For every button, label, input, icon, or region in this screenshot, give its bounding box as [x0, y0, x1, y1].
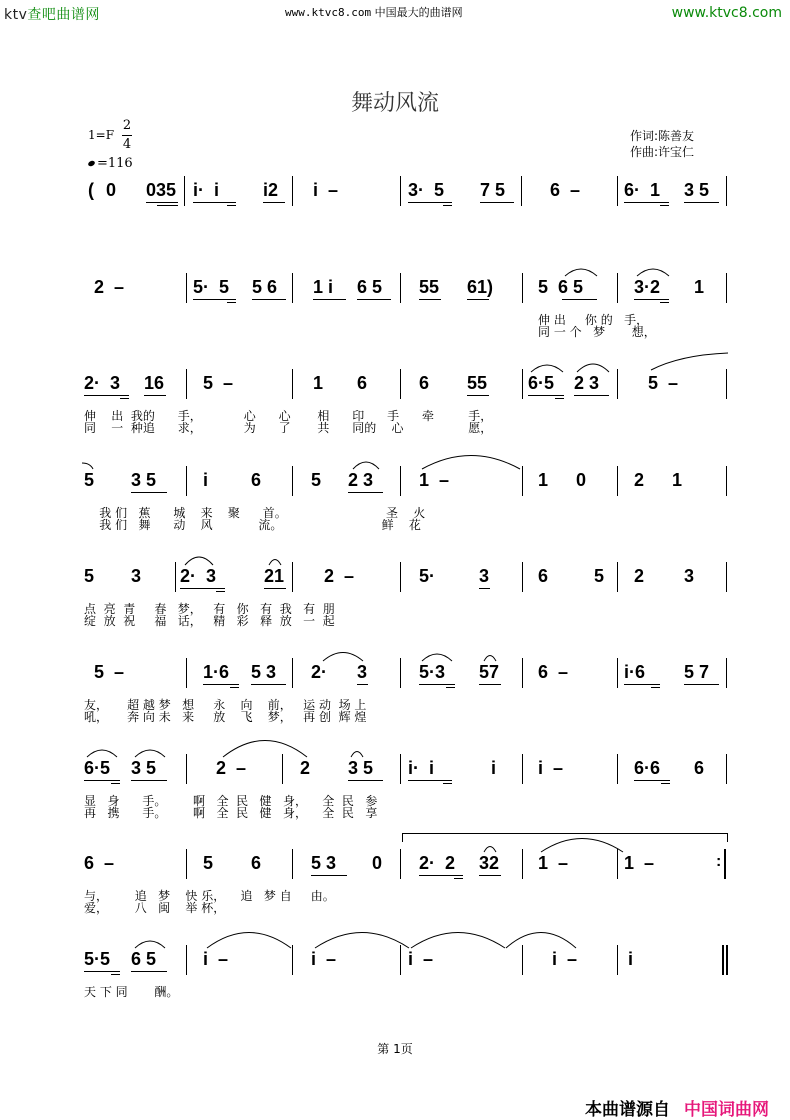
barline	[726, 658, 727, 688]
beam	[131, 492, 167, 493]
note-group: 1	[694, 277, 705, 297]
barline	[726, 466, 727, 496]
note-group: 5 6 5	[538, 277, 584, 297]
score-row-5	[0, 566, 790, 656]
barline	[522, 658, 523, 688]
slur	[134, 937, 166, 949]
slur	[483, 652, 497, 662]
barline	[617, 562, 618, 592]
beam	[313, 299, 346, 300]
final-barline	[722, 945, 724, 975]
composer: 作曲:许宝仁	[630, 145, 695, 159]
barline	[292, 369, 293, 399]
slur	[530, 361, 564, 373]
note-group: (	[88, 180, 94, 200]
brand-ascii: ktv	[4, 7, 28, 23]
beam	[684, 202, 719, 203]
note-group: 5· 5	[193, 277, 230, 297]
beam	[251, 684, 286, 685]
beam	[419, 875, 463, 876]
note-group: 6	[251, 853, 262, 873]
note-group: 57	[479, 662, 500, 682]
barline	[726, 369, 727, 399]
beam	[230, 687, 239, 688]
note-group: 6 –	[84, 853, 115, 873]
slur	[134, 746, 166, 758]
barline	[522, 754, 523, 784]
score-row-4	[0, 470, 790, 560]
barline	[400, 273, 401, 303]
barline	[522, 562, 523, 592]
note-group: 5	[84, 470, 95, 490]
note-group: 6	[251, 470, 262, 490]
beam	[624, 684, 660, 685]
beam	[419, 299, 441, 300]
beam	[193, 202, 236, 203]
page-number: 第 1页	[377, 1042, 413, 1056]
barline	[186, 466, 187, 496]
score-row-6	[0, 662, 790, 752]
tempo-value: =116	[97, 156, 133, 171]
slur-tie	[206, 931, 292, 949]
score-row-9	[0, 949, 790, 1039]
lyrics-verse-2: 绽 放 祝 福 话， 精 彩 释 放 一 起	[84, 614, 335, 628]
score-row-1	[0, 180, 790, 270]
barline	[292, 945, 293, 975]
beam	[479, 875, 501, 876]
barline	[726, 562, 727, 592]
barline	[292, 273, 293, 303]
beam	[348, 492, 383, 493]
note-group: 6·5	[528, 373, 555, 393]
beam	[264, 588, 286, 589]
beam	[467, 395, 489, 396]
final-barline	[726, 945, 728, 975]
note-group: 2 3	[348, 470, 374, 490]
site-slogan	[285, 4, 463, 20]
lyrics-verse-1: 友， 超 越 梦 想 永 向 前， 运 动 场 上	[84, 698, 367, 712]
note-group: 6	[694, 758, 705, 778]
slur-tie	[421, 454, 521, 470]
note-group: 3 5	[684, 180, 710, 200]
barline	[186, 945, 187, 975]
note-group: 2	[634, 566, 645, 586]
note-group: 6· 1	[624, 180, 661, 200]
note-group: 16	[144, 373, 165, 393]
barline	[400, 658, 401, 688]
beam	[661, 783, 670, 784]
note-group: 1 –	[419, 470, 450, 490]
note-group: 7 5	[480, 180, 506, 200]
slur	[421, 650, 453, 662]
lyrics-verse-2: 同 一 种追 求， 为 了 共 同的 心 愿，	[84, 421, 493, 435]
note-group: 5	[311, 470, 322, 490]
note-group: i· i	[408, 758, 434, 778]
source-credit	[585, 1095, 769, 1120]
lyrics-verse-1: 天 下 同 酬。	[84, 985, 179, 999]
note-group: 5	[84, 566, 95, 586]
barline	[617, 754, 618, 784]
barline	[292, 658, 293, 688]
barline	[617, 658, 618, 688]
note-group: 3	[684, 566, 695, 586]
note-group: 035	[146, 180, 177, 200]
slur	[322, 648, 364, 662]
barline	[400, 369, 401, 399]
beam	[479, 684, 501, 685]
beam	[443, 205, 452, 206]
barline	[522, 466, 523, 496]
slur	[352, 458, 380, 470]
note-group: 3 5	[131, 758, 157, 778]
slur	[564, 265, 598, 277]
slur-tie	[314, 931, 410, 949]
site-brand-left[interactable]	[4, 4, 100, 24]
note-group: i –	[538, 758, 564, 778]
note-group: i·6	[624, 662, 646, 682]
note-group: 55	[419, 277, 440, 297]
time-sig-top: 2	[122, 118, 132, 133]
note-group: 21	[264, 566, 285, 586]
note-group: 3 5	[348, 758, 374, 778]
lyrics-verse-1: 伸 出 你 的 手，	[538, 313, 649, 327]
note-group: 2· 2	[419, 853, 456, 873]
lyrics-verse-1: 与， 追 梦 快 乐， 追 梦 自 由。	[84, 889, 335, 903]
slur	[268, 556, 282, 566]
note-group: 32	[479, 853, 500, 873]
beam	[528, 395, 564, 396]
beam	[144, 395, 166, 396]
beam	[624, 202, 669, 203]
barline	[726, 176, 727, 206]
note-group: i –	[311, 949, 337, 969]
barline	[186, 849, 187, 879]
note-group: 1 –	[624, 853, 655, 873]
beam	[131, 971, 167, 972]
note-group: 3	[357, 662, 368, 682]
beam	[227, 205, 236, 206]
barline	[186, 658, 187, 688]
barline	[521, 176, 522, 206]
note-group: 6 –	[538, 662, 569, 682]
lyrics-verse-2: 我 们 舞 动 风 流。 鲜 花	[84, 518, 421, 532]
song-title: 舞动风流	[350, 91, 439, 116]
slur-tie-end	[82, 462, 94, 470]
note-group: 0	[372, 853, 383, 873]
barline	[522, 945, 523, 975]
note-group: 2 3	[574, 373, 600, 393]
beam	[193, 299, 236, 300]
barline	[400, 945, 401, 975]
barline	[522, 369, 523, 399]
note-group: 2· 3	[180, 566, 217, 586]
note-group: 2	[634, 470, 645, 490]
barline	[400, 562, 401, 592]
note-group: 0	[106, 180, 117, 200]
barline	[522, 849, 523, 879]
barline	[292, 176, 293, 206]
beam	[555, 398, 564, 399]
barline	[186, 273, 187, 303]
beam	[684, 684, 719, 685]
beam	[84, 971, 120, 972]
barline	[617, 273, 618, 303]
source-site[interactable]: 中国词曲网	[684, 1100, 769, 1120]
note-group: 5·5	[84, 949, 111, 969]
beam	[480, 202, 514, 203]
note-group: i –	[408, 949, 434, 969]
note-group: 5 –	[94, 662, 125, 682]
barline	[186, 369, 187, 399]
source-label: 本曲谱源自	[585, 1100, 670, 1120]
beam	[634, 299, 669, 300]
note-group: 5 –	[203, 373, 234, 393]
score-row-3	[0, 373, 790, 463]
barline	[400, 849, 401, 879]
lyrics-verse-1: 我 们 蕉 城 来 聚 首。 圣 火	[84, 506, 426, 520]
beam	[357, 684, 368, 685]
lyrics-verse-2: 爱， 八 闽 举 杯，	[84, 901, 226, 915]
barline	[400, 176, 401, 206]
beam	[311, 875, 347, 876]
lyrics-verse-1: 显 身 手。 啊 全 民 健 身， 全 民 参	[84, 794, 378, 808]
beam	[157, 205, 178, 206]
note-group: 5·	[419, 566, 436, 586]
beam	[419, 684, 455, 685]
beam	[203, 684, 239, 685]
note-group: 55	[467, 373, 488, 393]
note-group: 1 i	[313, 277, 334, 297]
quarter-note-icon	[87, 160, 95, 167]
slur-tie	[410, 931, 506, 949]
beam	[660, 205, 669, 206]
note-group: 6	[357, 373, 368, 393]
note-group: 2 –	[216, 758, 247, 778]
beam	[120, 398, 129, 399]
note-group: 3· 5	[408, 180, 445, 200]
score-row-8	[0, 853, 790, 943]
note-group: i2	[263, 180, 279, 200]
barline	[522, 273, 523, 303]
beam	[357, 299, 391, 300]
beam	[111, 783, 120, 784]
lyrics-verse-2: 再 携 手。 啊 全 民 健 身， 全 民 享	[84, 806, 378, 820]
key-signature: 1=F	[88, 128, 115, 142]
note-group: i	[203, 470, 209, 490]
note-group: i –	[313, 180, 339, 200]
beam	[84, 395, 129, 396]
slur-tie	[540, 837, 624, 853]
note-group: i –	[203, 949, 229, 969]
beam	[454, 878, 463, 879]
beam	[84, 780, 120, 781]
note-group: 3	[479, 566, 490, 586]
barline	[617, 176, 618, 206]
repeat-barline	[724, 849, 726, 879]
note-group: 5	[594, 566, 605, 586]
slur	[86, 746, 118, 758]
beam	[216, 591, 225, 592]
lyricist: 作词:陈善友	[630, 129, 695, 143]
barline	[726, 273, 727, 303]
beam	[408, 780, 452, 781]
time-sig-bottom: 4	[122, 137, 132, 152]
beam	[146, 202, 178, 203]
barline	[400, 466, 401, 496]
barline	[292, 466, 293, 496]
note-group: 3·2	[634, 277, 661, 297]
note-group: 6 5	[131, 949, 157, 969]
time-signature	[120, 118, 134, 153]
beam	[227, 302, 236, 303]
note-group: 3	[131, 566, 142, 586]
beam	[131, 780, 167, 781]
beam	[252, 299, 286, 300]
beam	[443, 783, 452, 784]
note-group: i –	[552, 949, 578, 969]
lyrics-verse-2: 同 一 个 梦 想，	[538, 325, 656, 339]
time-sig-line	[122, 135, 132, 136]
barline	[292, 562, 293, 592]
note-group: 2 –	[324, 566, 355, 586]
note-group: 6 5	[357, 277, 383, 297]
note-group: 1	[538, 470, 549, 490]
note-group: 6·5	[84, 758, 111, 778]
beam	[446, 687, 455, 688]
repeat-dots: :	[716, 853, 722, 870]
beam	[111, 974, 120, 975]
note-group: i	[628, 949, 634, 969]
slur-tie	[222, 738, 308, 758]
note-group: 5 –	[648, 373, 679, 393]
barline	[282, 754, 283, 784]
beam	[180, 588, 225, 589]
note-group: 6·6	[634, 758, 661, 778]
note-group: 1	[313, 373, 324, 393]
barline	[617, 945, 618, 975]
barline	[175, 562, 176, 592]
note-group: 2 –	[94, 277, 125, 297]
note-group: 5 3	[251, 662, 277, 682]
note-group: i· i	[193, 180, 219, 200]
center-url[interactable]: www.ktvc8.com	[285, 6, 372, 19]
note-group: 6 –	[550, 180, 581, 200]
brand-cn: 查吧曲谱网	[27, 7, 100, 23]
slur-tie	[650, 353, 730, 371]
note-group: 6	[419, 373, 430, 393]
slur-tie	[505, 931, 577, 949]
beam	[574, 395, 609, 396]
barline	[400, 754, 401, 784]
barline	[186, 754, 187, 784]
note-group: 2	[300, 758, 311, 778]
beam	[660, 302, 669, 303]
note-group: 2· 3	[84, 373, 121, 393]
note-group: i	[491, 758, 497, 778]
note-group: 5 6	[252, 277, 278, 297]
barline	[617, 369, 618, 399]
barline	[292, 849, 293, 879]
note-group: 61)	[467, 277, 494, 297]
lyrics-verse-1: 点 亮 青 春 梦， 有 你 有 我 有 朋	[84, 602, 335, 616]
beam	[479, 588, 490, 589]
beam	[562, 299, 597, 300]
barline	[617, 849, 618, 879]
note-group: 5·3	[419, 662, 446, 682]
beam	[651, 687, 660, 688]
note-group: 3 5	[131, 470, 157, 490]
credits	[630, 128, 694, 160]
note-group: 2·	[311, 662, 328, 682]
tempo-marking	[88, 156, 133, 171]
slur	[184, 552, 214, 566]
center-slogan: 中国最大的曲谱网	[374, 6, 463, 19]
barline	[617, 466, 618, 496]
note-group: 0	[576, 470, 587, 490]
note-group: 5 7	[684, 662, 710, 682]
note-group: 1 –	[538, 853, 569, 873]
site-url-right[interactable]: www.ktvc8.com	[671, 5, 782, 21]
beam	[263, 202, 285, 203]
note-group: 6	[538, 566, 549, 586]
beam	[348, 780, 383, 781]
note-group: 5 3	[311, 853, 337, 873]
note-group: 5	[203, 853, 214, 873]
slur	[636, 265, 670, 277]
slur	[576, 359, 610, 373]
note-group: 1	[672, 470, 683, 490]
slur	[350, 748, 364, 758]
lyrics-verse-1: 伸 出 我的 手， 心 心 相 印 手 牵 手，	[84, 409, 493, 423]
barline	[184, 176, 185, 206]
beam	[408, 202, 452, 203]
beam	[467, 299, 489, 300]
note-group: 1·6	[203, 662, 230, 682]
lyrics-verse-2: 吼， 奔 向 未 来 放 飞 梦， 再 创 辉 煌	[84, 710, 367, 724]
slur	[483, 843, 497, 853]
beam	[634, 780, 670, 781]
barline	[726, 754, 727, 784]
